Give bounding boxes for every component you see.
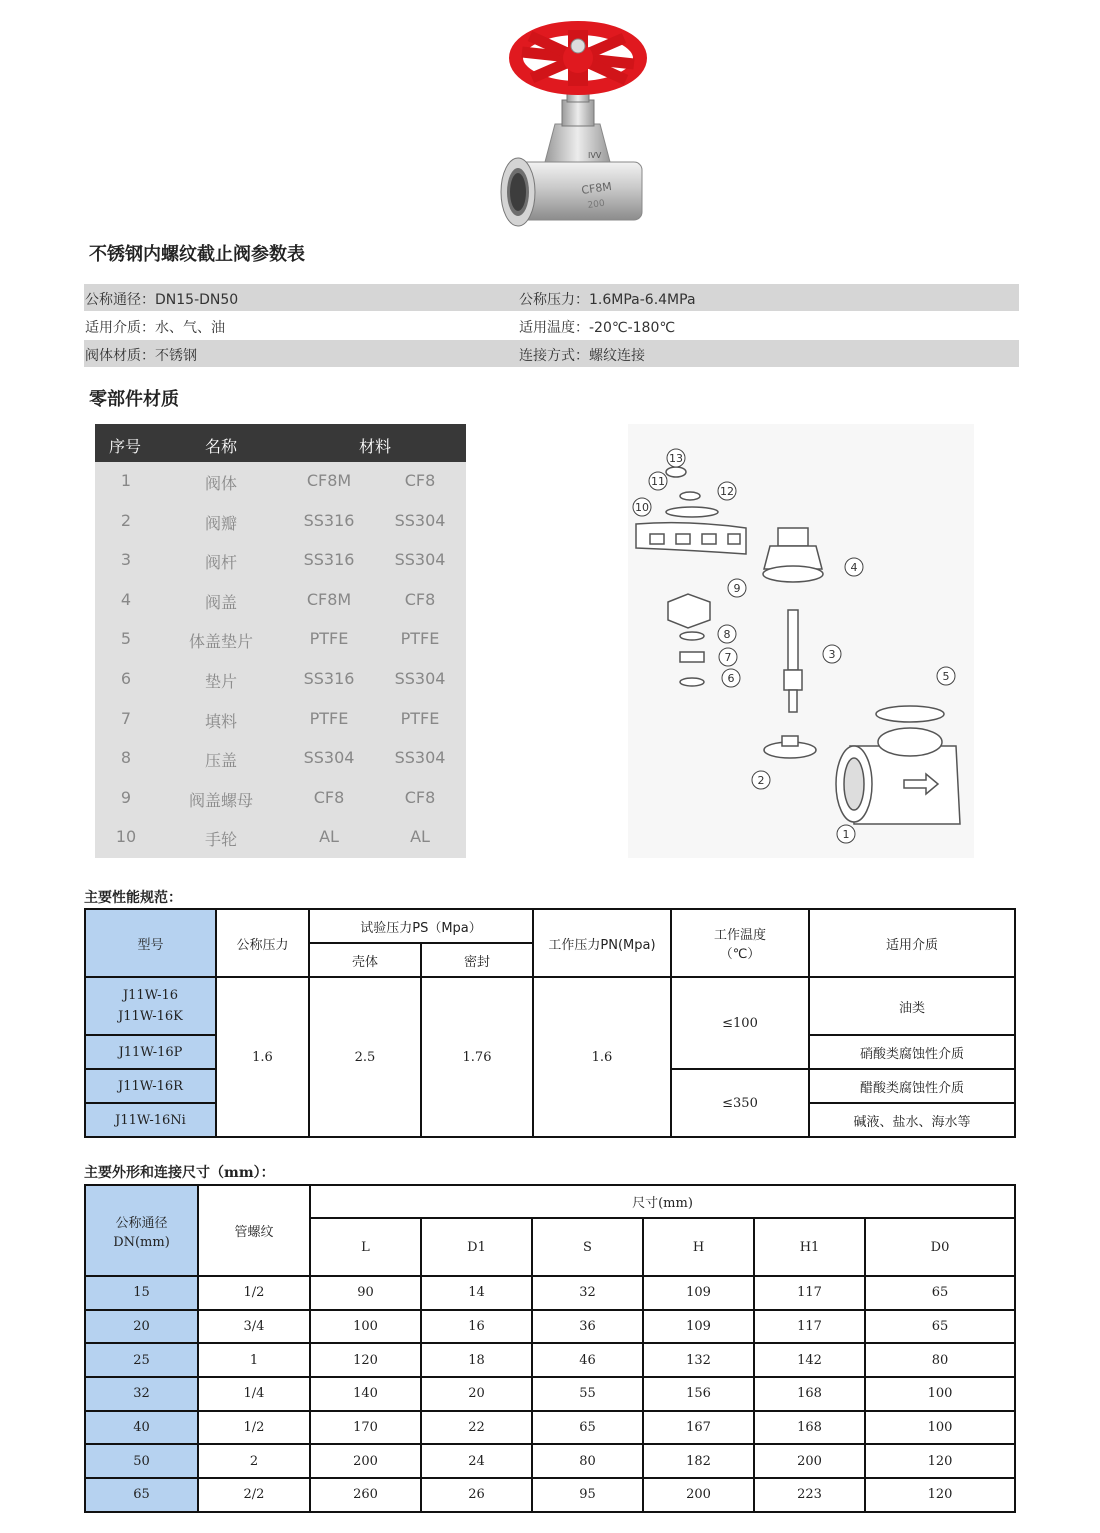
- parts-cell-m2: CF8: [404, 787, 436, 807]
- parts-cell-m1: CF8M: [306, 471, 352, 490]
- dim-cell: 46: [532, 1343, 643, 1377]
- parts-cell-name: 阀盖: [204, 592, 238, 612]
- page-title: 不锈钢内螺纹截止阀参数表: [89, 244, 305, 265]
- dim-cell: 156: [643, 1377, 754, 1411]
- dim-cell: 168: [754, 1377, 865, 1411]
- dim-cell: 100: [865, 1411, 1015, 1445]
- dim-cell: 132: [643, 1343, 754, 1377]
- parts-row: [95, 541, 466, 580]
- parts-cell-no: 2: [120, 510, 132, 530]
- col-header-dim: D1: [421, 1218, 532, 1276]
- dim-cell: 140: [310, 1377, 421, 1411]
- nominal-pressure-value: 1.6: [216, 977, 309, 1137]
- callout-label: 12: [720, 485, 734, 498]
- parts-cell-m1: SS304: [303, 748, 355, 768]
- parts-cell-no: 10: [115, 827, 137, 847]
- parts-row: [95, 739, 466, 778]
- working-pressure-value: 1.6: [533, 977, 671, 1137]
- parts-cell-no: 6: [120, 669, 132, 688]
- parts-row: [95, 462, 466, 501]
- dim-cell: 109: [643, 1310, 754, 1344]
- spec-nominal-diameter: 公称通径：DN15-DN50: [85, 292, 239, 308]
- parts-row: [95, 502, 466, 541]
- dim-cell: 20: [421, 1377, 532, 1411]
- model-j11w-16r: J11W-16R: [85, 1069, 216, 1103]
- callout-label: 13: [669, 452, 683, 465]
- dim-cell: 167: [643, 1411, 754, 1445]
- spec-body-material: 阀体材质：不锈钢: [85, 348, 197, 364]
- callout-label: 9: [733, 582, 741, 595]
- working-temp-label: 工作温度: [713, 928, 766, 943]
- col-header-working-pressure: 工作压力PN(Mpa): [533, 909, 671, 977]
- col-header-dim: L: [310, 1218, 421, 1276]
- callout-label: 4: [850, 561, 858, 574]
- parts-cell-no: 4: [120, 589, 132, 609]
- dim-cell: 32: [85, 1377, 198, 1411]
- dim-cell: 18: [421, 1343, 532, 1377]
- parts-cell-name: 填料: [204, 711, 238, 731]
- dim-cell: 80: [865, 1343, 1015, 1377]
- dn-unit: DN(mm): [113, 1234, 170, 1250]
- model-j11w-16ni: J11W-16Ni: [85, 1103, 216, 1137]
- dim-cell: 1/2: [198, 1276, 310, 1310]
- col-header-dim: D0: [865, 1218, 1015, 1276]
- callout-label: 7: [724, 651, 732, 664]
- dim-cell: 1/2: [198, 1411, 310, 1445]
- parts-cell-m2: SS304: [394, 748, 446, 768]
- parts-cell-no: 3: [120, 550, 132, 570]
- dim-cell: 109: [643, 1276, 754, 1310]
- parts-row: [95, 660, 466, 699]
- col-header-dim: S: [532, 1218, 643, 1276]
- col-header-seal: 密封: [421, 943, 533, 977]
- parts-cell-no: 9: [120, 787, 132, 807]
- performance-title: 主要性能规范：: [84, 890, 182, 906]
- parts-cell-m1: CF8: [313, 787, 345, 807]
- model-j11w-16k: J11W-16K: [118, 1009, 183, 1024]
- parts-cell-m2: SS304: [394, 669, 446, 688]
- dim-cell: 16: [421, 1310, 532, 1344]
- dim-cell: 26: [421, 1478, 532, 1512]
- col-header-test-pressure: 试验压力PS（Mpa）: [309, 909, 533, 943]
- dim-cell: 100: [310, 1310, 421, 1344]
- table-row: [85, 1444, 1015, 1478]
- parts-row: [95, 581, 466, 620]
- parts-row: [95, 620, 466, 659]
- col-header-dim: H1: [754, 1218, 865, 1276]
- dim-cell: 90: [310, 1276, 421, 1310]
- dim-cell: 200: [643, 1478, 754, 1512]
- body-marking-material: CF8M: [580, 179, 613, 197]
- col-header-name: 名称: [205, 437, 238, 456]
- dim-cell: 142: [754, 1343, 865, 1377]
- dim-cell: 22: [421, 1411, 532, 1445]
- red-handwheel: [516, 28, 640, 88]
- shell-pressure-value: 2.5: [309, 977, 421, 1137]
- medium-acetic: 醋酸类腐蚀性介质: [809, 1069, 1015, 1103]
- working-temp-unit: （℃）: [719, 947, 761, 962]
- dim-cell: 3/4: [198, 1310, 310, 1344]
- dim-cell: 223: [754, 1478, 865, 1512]
- parts-cell-no: 1: [120, 471, 132, 490]
- model-cell: [85, 977, 216, 1035]
- dim-cell: 170: [310, 1411, 421, 1445]
- callout-label: 5: [942, 670, 950, 683]
- dim-cell: 65: [532, 1411, 643, 1445]
- dim-cell: 260: [310, 1478, 421, 1512]
- parts-cell-name: 阀杆: [204, 553, 238, 573]
- table-row: [85, 1377, 1015, 1411]
- parts-cell-m1: PTFE: [309, 629, 349, 649]
- parts-cell-m1: PTFE: [309, 708, 349, 728]
- col-header-no: 序号: [109, 437, 142, 456]
- parts-table-header: [95, 424, 466, 462]
- medium-alkali: 碱液、盐水、海水等: [809, 1103, 1015, 1137]
- body-marking-pressure: 200: [587, 198, 606, 211]
- col-header-model: 型号: [85, 909, 216, 977]
- parts-row: [95, 779, 466, 818]
- callout-label: 6: [727, 672, 735, 685]
- dim-cell: 120: [310, 1343, 421, 1377]
- parts-cell-name: 阀盖螺母: [188, 790, 254, 810]
- callout-label: 1: [842, 828, 850, 841]
- parts-cell-no: 8: [120, 748, 132, 768]
- dim-cell: 2/2: [198, 1478, 310, 1512]
- parts-cell-name: 压盖: [204, 751, 238, 771]
- dim-cell: 120: [865, 1444, 1015, 1478]
- valve-product-image: [470, 12, 670, 237]
- spec-medium: 适用介质：水、气、油: [85, 320, 225, 336]
- model-j11w-16: J11W-16: [122, 988, 179, 1003]
- table-row: [85, 1276, 1015, 1310]
- parts-row: [95, 700, 466, 739]
- parts-cell-m1: CF8M: [306, 589, 352, 609]
- col-header-medium: 适用介质: [809, 909, 1015, 977]
- parts-cell-no: 5: [120, 629, 132, 649]
- temp-value-100: ≤100: [671, 977, 809, 1069]
- parts-cell-m1: SS316: [303, 510, 355, 530]
- callout-label: 10: [635, 501, 649, 514]
- parts-cell-no: 7: [120, 708, 132, 728]
- dim-cell: 95: [532, 1478, 643, 1512]
- col-header-thread: 管螺纹: [198, 1185, 310, 1276]
- spec-row: [84, 340, 1019, 367]
- parts-cell-m2: SS304: [394, 550, 446, 570]
- dim-cell: 182: [643, 1444, 754, 1478]
- dim-cell: 20: [85, 1310, 198, 1344]
- spec-connection: 连接方式：螺纹连接: [519, 348, 645, 364]
- parts-material-table: [95, 424, 466, 858]
- table-row: [85, 1343, 1015, 1377]
- callout-label: 2: [757, 774, 765, 787]
- parts-cell-m2: PTFE: [400, 708, 440, 728]
- dn-label: 公称通径: [115, 1215, 168, 1231]
- col-header-dn: [85, 1185, 198, 1276]
- parts-cell-name: 阀瓣: [204, 513, 238, 533]
- dim-cell: 1/4: [198, 1377, 310, 1411]
- dim-cell: 2: [198, 1444, 310, 1478]
- dim-cell: 168: [754, 1411, 865, 1445]
- callout-label: 3: [828, 648, 836, 661]
- dim-cell: 200: [310, 1444, 421, 1478]
- parts-cell-name: 手轮: [204, 830, 238, 850]
- dim-cell: 14: [421, 1276, 532, 1310]
- dim-cell: 65: [85, 1478, 198, 1512]
- dim-cell: 65: [865, 1276, 1015, 1310]
- spec-row: [84, 284, 1019, 311]
- dim-cell: 1: [198, 1343, 310, 1377]
- dim-cell: 117: [754, 1276, 865, 1310]
- parts-cell-name: 阀体: [204, 474, 238, 493]
- col-header-size: 尺寸(mm): [310, 1185, 1015, 1218]
- dim-cell: 100: [865, 1377, 1015, 1411]
- dim-cell: 200: [754, 1444, 865, 1478]
- medium-oil: 油类: [809, 977, 1015, 1035]
- dim-cell: 80: [532, 1444, 643, 1478]
- model-j11w-16p: J11W-16P: [85, 1035, 216, 1069]
- parts-cell-m1: SS316: [303, 550, 355, 570]
- seal-pressure-value: 1.76: [421, 977, 533, 1137]
- parts-cell-m2: AL: [410, 827, 430, 847]
- table-row: [85, 1411, 1015, 1445]
- dim-cell: 25: [85, 1343, 198, 1377]
- spec-temperature: 适用温度：-20℃-180℃: [519, 320, 676, 336]
- parts-cell-m2: CF8: [404, 589, 436, 609]
- temp-value-350: ≤350: [671, 1069, 809, 1137]
- parts-cell-name: 垫片: [204, 672, 238, 691]
- dimensions-table: [84, 1184, 1016, 1513]
- parts-cell-m2: PTFE: [400, 629, 440, 649]
- spec-nominal-pressure: 公称压力：1.6MPa-6.4MPa: [519, 292, 696, 308]
- col-header-shell: 壳体: [309, 943, 421, 977]
- dim-cell: 50: [85, 1444, 198, 1478]
- callout-label: 11: [651, 475, 665, 488]
- dim-cell: 55: [532, 1377, 643, 1411]
- parts-cell-name: 体盖垫片: [188, 632, 254, 652]
- medium-nitric: 硝酸类腐蚀性介质: [809, 1035, 1015, 1069]
- col-header-material: 材料: [359, 437, 392, 456]
- callout-label: 8: [723, 628, 731, 641]
- table-row: [85, 1478, 1015, 1512]
- spec-row: [84, 312, 1019, 339]
- parts-title: 零部件材质: [89, 389, 179, 410]
- parts-row: [95, 818, 466, 857]
- dim-cell: 40: [85, 1411, 198, 1445]
- parts-cell-m1: AL: [319, 827, 339, 847]
- dim-cell: 120: [865, 1478, 1015, 1512]
- dimensions-title: 主要外形和连接尺寸（mm）：: [84, 1165, 275, 1181]
- parts-cell-m1: SS316: [303, 669, 355, 688]
- dim-cell: 65: [865, 1310, 1015, 1344]
- col-header-nominal-pressure: 公称压力: [216, 909, 309, 977]
- dim-cell: 24: [421, 1444, 532, 1478]
- col-header-dim: H: [643, 1218, 754, 1276]
- dim-cell: 117: [754, 1310, 865, 1344]
- col-header-working-temp: [671, 909, 809, 977]
- table-row: [85, 1310, 1015, 1344]
- performance-table: [84, 908, 1016, 1138]
- exploded-view-diagram: [628, 424, 974, 858]
- bonnet-marking: IVV: [588, 151, 602, 160]
- dim-cell: 36: [532, 1310, 643, 1344]
- dim-cell: 32: [532, 1276, 643, 1310]
- parts-cell-m2: SS304: [394, 510, 446, 530]
- dim-cell: 15: [85, 1276, 198, 1310]
- parts-cell-m2: CF8: [404, 471, 436, 490]
